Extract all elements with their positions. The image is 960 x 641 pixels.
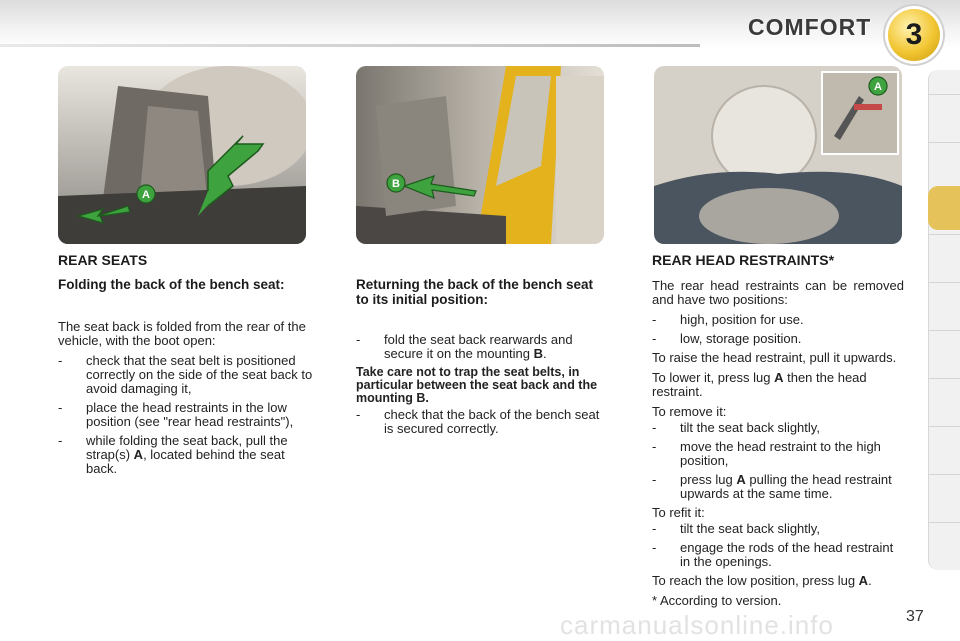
list-item — [58, 434, 313, 476]
photo-rear-head-restraint — [654, 66, 902, 244]
bullet-text: place the head restraints in the low position (see "rear head restraints"), — [86, 400, 294, 429]
tab-divider — [929, 330, 960, 331]
page-title: COMFORT — [748, 14, 872, 40]
tab-divider — [929, 522, 960, 523]
column-rear-seats — [58, 320, 313, 481]
bullet-dash: - — [652, 540, 657, 555]
list-item — [652, 541, 904, 569]
list-item — [652, 421, 904, 435]
bullet-text: engage the rods of the head restraint in the openings. — [680, 540, 894, 569]
bullet-dash: - — [652, 420, 657, 435]
low-text-end: . — [868, 573, 872, 588]
list-item — [652, 522, 904, 536]
bullet-dash: - — [58, 400, 63, 415]
bullet-text: press lug — [680, 472, 737, 487]
bullet-text: tilt the seat back slightly, — [680, 521, 820, 536]
header-rule — [0, 44, 700, 47]
tab-divider — [929, 94, 960, 95]
section-heading-rear-seats: REAR SEATS — [58, 252, 148, 268]
bullet-dash: - — [356, 332, 361, 347]
warning-note: Take care not to trap the seat belts, in particular between the seat back and the mounting B. — [356, 365, 598, 405]
bullet-text: fold the seat back rearwards and secure it on the mounting — [384, 332, 573, 361]
tab-divider — [929, 234, 960, 235]
bullet-dash: - — [652, 312, 657, 327]
bullet-ref: B — [533, 346, 543, 361]
tab-divider — [929, 282, 960, 283]
head-restraint-intro: The rear head restraints can be removed and have two positions: — [652, 278, 904, 307]
column-head-restraints — [652, 279, 904, 614]
list-item — [58, 354, 313, 396]
lug-ref: A — [736, 472, 746, 487]
lower-text-end: then the head restraint. — [652, 370, 867, 399]
raise-instruction: To raise the head restraint, pull it upwards. — [652, 350, 897, 365]
chapter-badge — [888, 9, 940, 61]
list-item — [356, 333, 611, 361]
subheading-folding: Folding the back of the bench seat: — [58, 277, 285, 292]
tab-divider — [929, 142, 960, 143]
tab-divider — [929, 474, 960, 475]
tab-active-chapter — [928, 186, 960, 230]
tab-divider — [929, 426, 960, 427]
photo-label-a: A — [142, 189, 150, 201]
bullet-dash: - — [356, 407, 361, 422]
photo-label-b: B — [392, 178, 400, 190]
bullet-dash: - — [652, 439, 657, 454]
bullet-text: check that the seat belt is positioned correctly on the side of the seat back to avoid damaging it, — [86, 353, 313, 396]
bullet-text: tilt the seat back slightly, — [680, 420, 820, 435]
photo-rear-seat-folding — [58, 66, 306, 244]
bullet-text: check that the back of the bench seat is secured correctly. — [384, 407, 600, 436]
list-item — [58, 401, 313, 429]
lug-ref: A — [858, 573, 869, 588]
list-item — [652, 440, 904, 468]
watermark: carmanualsonline.info — [560, 610, 834, 640]
photo-rear-seat-returning — [356, 66, 604, 244]
folding-intro: The seat back is folded from the rear of the vehicle, with the boot open: — [58, 319, 306, 348]
low-position-instruction — [652, 574, 904, 588]
page-number: 37 — [906, 608, 924, 625]
lower-text: To lower it, press lug — [652, 370, 775, 385]
bullet-text: move the head restraint to the high position, — [680, 439, 881, 468]
list-item — [356, 408, 611, 436]
lower-instruction — [652, 371, 904, 399]
bullet-ref: A — [133, 447, 144, 462]
bullet-text: high, position for use. — [680, 312, 804, 327]
bullet-dash: - — [58, 433, 63, 448]
section-heading-head-restraints: REAR HEAD RESTRAINTS* — [652, 252, 835, 268]
footnote: * According to version. — [652, 593, 782, 608]
bullet-text: , located behind the seat back. — [86, 447, 285, 476]
bullet-dash: - — [652, 521, 657, 536]
subheading-returning: Returning the back of the bench seat to its initial position: — [356, 277, 594, 307]
refit-label: To refit it: — [652, 505, 705, 520]
chapter-tabs — [928, 70, 960, 570]
bullet-dash: - — [58, 353, 63, 368]
bullet-text: pulling the head restraint upwards at the same time. — [680, 472, 892, 501]
bullet-text: . — [542, 346, 547, 361]
bullet-text: while folding the seat back, pull the strap(s) — [86, 433, 288, 462]
remove-label: To remove it: — [652, 404, 727, 419]
list-item — [652, 313, 904, 327]
column-returning — [356, 333, 611, 441]
photo-label-a-inset: A — [874, 81, 882, 93]
list-item — [652, 332, 904, 346]
tab-divider — [929, 378, 960, 379]
bullet-text: low, storage position. — [680, 331, 802, 346]
low-text: To reach the low position, press lug — [652, 573, 859, 588]
chapter-number: 3 — [905, 18, 923, 51]
bullet-dash: - — [652, 331, 657, 346]
lug-ref: A — [774, 370, 784, 385]
bullet-dash: - — [652, 472, 657, 487]
list-item — [652, 473, 904, 501]
